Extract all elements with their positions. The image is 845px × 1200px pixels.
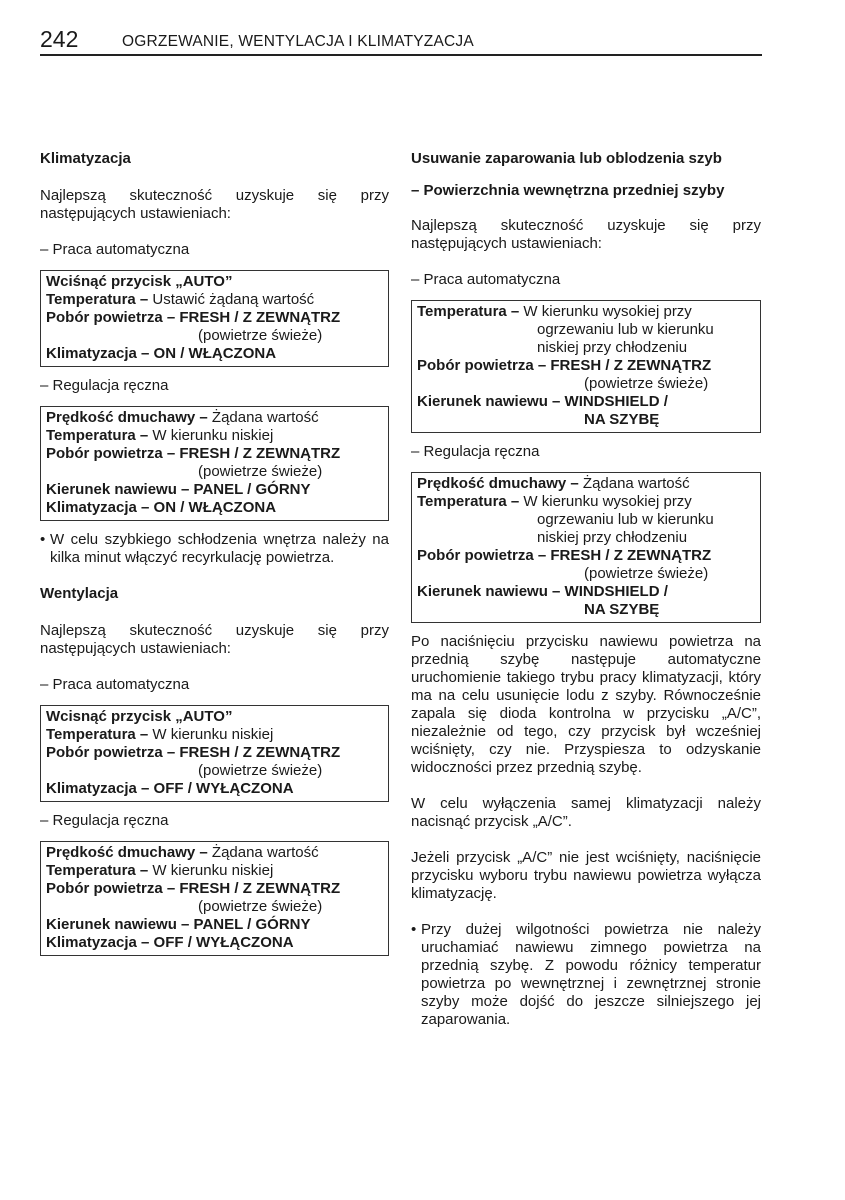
- box-line: [417, 475, 755, 493]
- box-line: [417, 493, 755, 511]
- defog-manual-settings-box: [411, 472, 761, 623]
- box-line: Pobór powietrza – FRESH / Z ZEWNĄTRZ: [46, 445, 341, 462]
- box-line-label: Temperatura –: [46, 862, 149, 879]
- ac-bullet-note: [40, 531, 389, 567]
- vent-manual-label: – Regulacja ręczna: [40, 812, 169, 829]
- box-line-value: Żądana wartość: [207, 844, 319, 861]
- box-line: Pobór powietrza – FRESH / Z ZEWNĄTRZ: [46, 744, 341, 761]
- box-line: ogrzewaniu lub w kierunku: [537, 321, 714, 338]
- defog-intro: Najlepszą skuteczność uzyskuje się przy następujących ustawieniach:: [411, 217, 761, 252]
- ac-intro: Najlepszą skuteczność uzyskuje się przy następujących ustawieniach:: [40, 187, 389, 222]
- box-line-label: Temperatura –: [46, 427, 149, 444]
- box-line: Kierunek nawiewu – WINDSHIELD /: [417, 393, 668, 410]
- ac-manual-label: – Regulacja ręczna: [40, 377, 169, 394]
- box-line: NA SZYBĘ: [584, 601, 660, 618]
- box-line: (powietrze świeże): [198, 463, 323, 480]
- vent-auto-settings-box: [40, 705, 389, 802]
- vent-intro: Najlepszą skuteczność uzyskuje się przy następujących ustawieniach:: [40, 622, 389, 657]
- defog-paragraph-3: Jeżeli przycisk „A/C” nie jest wciśnięty, naciśnięcie przycisku wyboru trybu nawiewu powietrza wyłącza klimatyzację.: [411, 849, 761, 902]
- box-line: [46, 844, 383, 862]
- defog-manual-label: – Regulacja ręczna: [411, 443, 540, 460]
- box-line: Pobór powietrza – FRESH / Z ZEWNĄTRZ: [46, 880, 341, 897]
- chapter-title: OGRZEWANIE, WENTYLACJA I KLIMATYZACJA: [122, 33, 474, 50]
- box-line: niskiej przy chłodzeniu: [537, 339, 688, 356]
- box-line-label: Temperatura –: [417, 303, 520, 320]
- box-line-value: W kierunku niskiej: [148, 427, 274, 444]
- box-line: Kierunek nawiewu – WINDSHIELD /: [417, 583, 668, 600]
- bullet-icon: •: [411, 921, 417, 938]
- box-line: NA SZYBĘ: [584, 411, 660, 428]
- page-number: 242: [40, 26, 79, 52]
- box-line: Kierunek nawiewu – PANEL / GÓRNY: [46, 916, 311, 933]
- left-column: [40, 150, 389, 966]
- box-line: (powietrze świeże): [584, 375, 709, 392]
- box-line-value: W kierunku wysokiej przy: [519, 493, 692, 510]
- box-line: [46, 726, 383, 744]
- box-line: (powietrze świeże): [584, 565, 709, 582]
- box-line-value: Żądana wartość: [207, 409, 319, 426]
- box-line: ogrzewaniu lub w kierunku: [537, 511, 714, 528]
- box-line: (powietrze świeże): [198, 327, 323, 344]
- vent-auto-label: – Praca automatyczna: [40, 676, 190, 693]
- box-line: Wciśnąć przycisk „AUTO”: [46, 273, 233, 290]
- box-line-value: Żądana wartość: [578, 475, 690, 492]
- box-line: niskiej przy chłodzeniu: [537, 529, 688, 546]
- box-line: Klimatyzacja – OFF / WYŁĄCZONA: [46, 780, 294, 797]
- box-line: [417, 303, 755, 321]
- ac-auto-settings-box: [40, 270, 389, 367]
- box-line-label: Temperatura –: [46, 291, 149, 308]
- box-line-label: Temperatura –: [417, 493, 520, 510]
- box-line-label: Temperatura –: [46, 726, 149, 743]
- box-line: Pobór powietrza – FRESH / Z ZEWNĄTRZ: [417, 547, 712, 564]
- box-line: Klimatyzacja – ON / WŁĄCZONA: [46, 345, 277, 362]
- box-line-value: W kierunku wysokiej przy: [519, 303, 692, 320]
- defog-paragraph-2: W celu wyłączenia samej klimatyzacji należy nacisnąć przycisk „A/C”.: [411, 795, 761, 830]
- ac-auto-label: – Praca automatyczna: [40, 241, 190, 258]
- box-line: [46, 291, 383, 309]
- right-column: [411, 150, 761, 1047]
- box-line: Pobór powietrza – FRESH / Z ZEWNĄTRZ: [417, 357, 712, 374]
- box-line: [46, 409, 383, 427]
- box-line-value: Ustawić żądaną wartość: [148, 291, 315, 308]
- vent-manual-settings-box: [40, 841, 389, 956]
- ac-manual-settings-box: [40, 406, 389, 521]
- box-line: [46, 862, 383, 880]
- box-line-value: W kierunku niskiej: [148, 862, 274, 879]
- box-line-value: W kierunku niskiej: [148, 726, 274, 743]
- box-line: Pobór powietrza – FRESH / Z ZEWNĄTRZ: [46, 309, 341, 326]
- section-subheading-windshield: – Powierzchnia wewnętrzna przedniej szyby: [411, 182, 725, 199]
- box-line: Kierunek nawiewu – PANEL / GÓRNY: [46, 481, 311, 498]
- section-heading-vent: Wentylacja: [40, 585, 119, 602]
- bullet-text: Przy dużej wilgotności powietrza nie należy uruchamiać nawiewu zimnego powietrza na przednią szybę. Z powodu różnicy temperatur powietrza po wewnętrznej i zewnętrznej stronie szyby może dojść do jeszcze silniejszego jej zaparowania.: [421, 921, 761, 1028]
- box-line: Wcisnąć przycisk „AUTO”: [46, 708, 233, 725]
- box-line-label: Prędkość dmuchawy –: [46, 409, 208, 426]
- section-heading-defog: Usuwanie zaparowania lub oblodzenia szyb: [411, 150, 722, 167]
- bullet-text: W celu szybkiego schłodzenia wnętrza należy na kilka minut włączyć recyrkulację powietrza.: [50, 531, 389, 566]
- defog-bullet-note: [411, 921, 761, 1029]
- box-line: (powietrze świeże): [198, 898, 323, 915]
- defog-paragraph-1: Po naciśnięciu przycisku nawiewu powietrza na przednią szybę następuje automatyczne uruchomienie takiego trybu pracy klimatyzacji, który ma na celu usunięcie lodu z szyby. Równocześnie zapala się dioda kontrolna w przycisku „A/C”, niezależnie od tego, czy przycisk był wcześniej wciśnięty, czy nie. Przyspiesza to odzyskanie widoczności przez przednią szybę.: [411, 633, 761, 776]
- box-line: Klimatyzacja – ON / WŁĄCZONA: [46, 499, 277, 516]
- box-line: (powietrze świeże): [198, 762, 323, 779]
- box-line: [46, 427, 383, 445]
- page-header: [40, 28, 762, 56]
- section-heading-ac: Klimatyzacja: [40, 150, 131, 167]
- box-line-label: Prędkość dmuchawy –: [46, 844, 208, 861]
- defog-auto-label: – Praca automatyczna: [411, 271, 561, 288]
- defog-auto-settings-box: [411, 300, 761, 433]
- box-line: Klimatyzacja – OFF / WYŁĄCZONA: [46, 934, 294, 951]
- bullet-icon: •: [40, 531, 46, 548]
- box-line-label: Prędkość dmuchawy –: [417, 475, 579, 492]
